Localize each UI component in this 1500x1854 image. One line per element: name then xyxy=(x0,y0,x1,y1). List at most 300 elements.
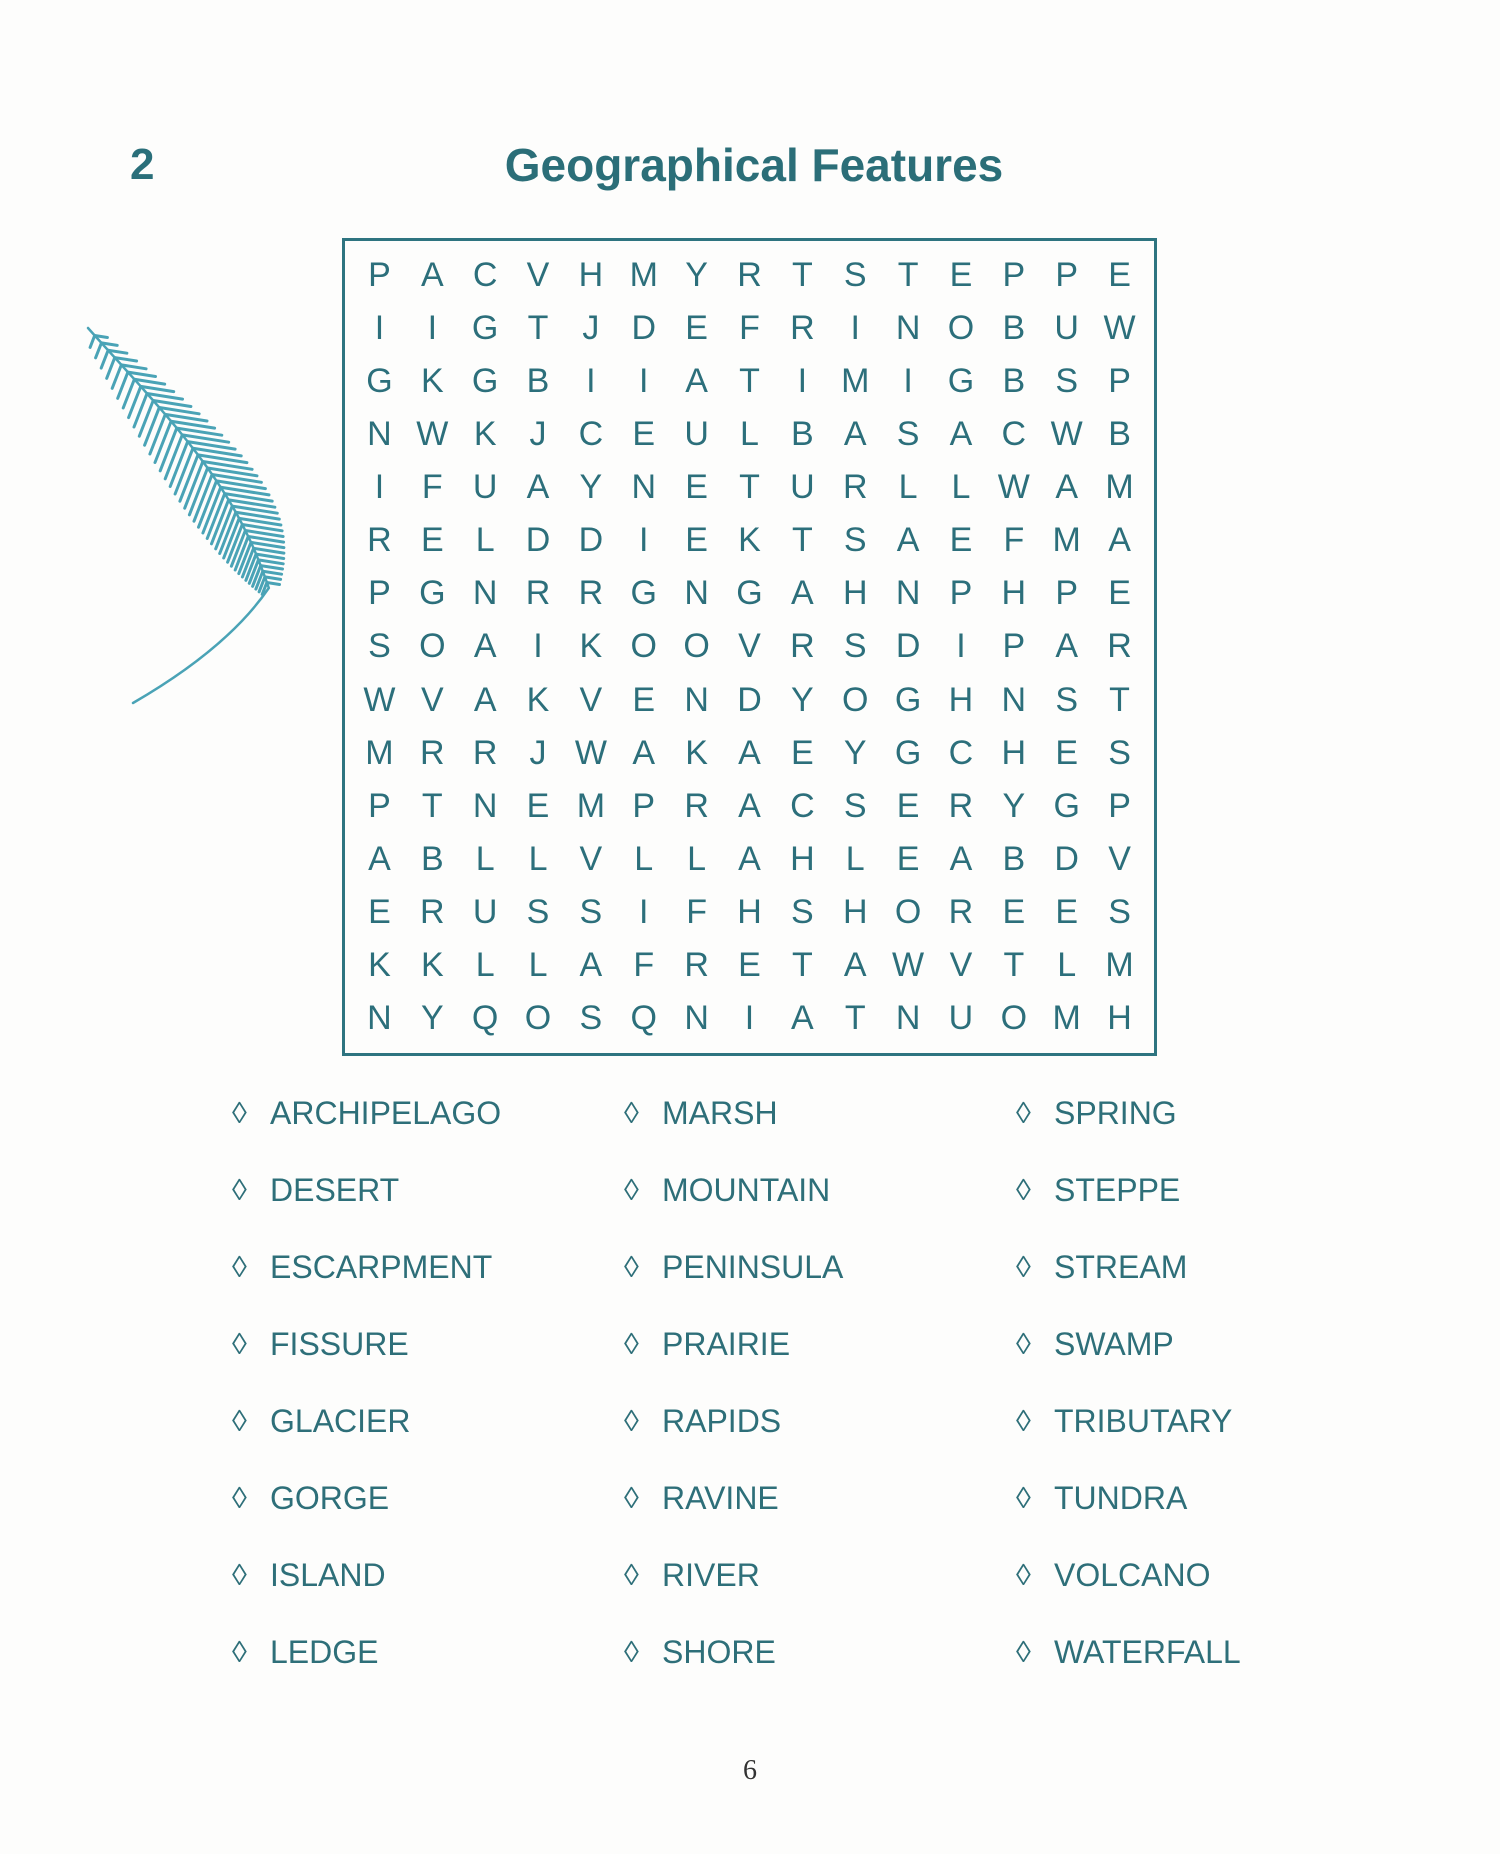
grid-cell: A xyxy=(579,945,603,984)
word-list xyxy=(232,1075,1332,1695)
grid-cell: W xyxy=(363,680,396,719)
grid-cell: C xyxy=(790,786,815,825)
grid-cell: C xyxy=(948,733,974,772)
grid-cell: S xyxy=(368,627,391,666)
grid-cell: L xyxy=(634,839,654,878)
grid-cell: L xyxy=(845,839,865,878)
grid-cell: M xyxy=(576,786,606,825)
word-label: VOLCANO xyxy=(1054,1557,1211,1593)
diamond-bullet-icon: ◊ xyxy=(232,1558,247,1592)
grid-cell: R xyxy=(684,786,709,825)
grid-cell: N xyxy=(684,998,709,1037)
grid-cell: R xyxy=(525,574,551,613)
grid-cell: Y xyxy=(843,733,867,772)
grid-cell: V xyxy=(579,839,603,878)
word-label: TUNDRA xyxy=(1054,1480,1188,1516)
word-label: SPRING xyxy=(1054,1095,1177,1131)
grid-cell: G xyxy=(366,362,393,401)
grid-cell: A xyxy=(685,362,708,401)
grid-cell: K xyxy=(579,627,603,666)
grid-cell: R xyxy=(578,574,604,613)
grid-cell: C xyxy=(578,415,604,454)
fern-leaf-icon xyxy=(78,318,298,718)
word-label: SHORE xyxy=(662,1634,776,1670)
grid-cell: I xyxy=(374,309,385,348)
grid-cell: A xyxy=(1108,521,1131,560)
grid-cell: S xyxy=(843,256,867,295)
grid-cell: E xyxy=(896,839,920,878)
grid-cell: M xyxy=(629,256,658,295)
grid-cell: L xyxy=(528,945,548,984)
grid-cell: V xyxy=(949,945,973,984)
grid-cell: S xyxy=(1055,362,1079,401)
grid-cell: P xyxy=(1108,786,1131,825)
grid-cell: R xyxy=(790,627,815,666)
grid-cell: A xyxy=(1055,627,1079,666)
grid-cell: A xyxy=(791,574,814,613)
grid-cell: E xyxy=(632,415,656,454)
word-list-item xyxy=(624,1306,1016,1383)
grid-cell: G xyxy=(736,574,763,613)
diamond-bullet-icon: ◊ xyxy=(624,1635,639,1669)
grid-cell: T xyxy=(1109,680,1130,719)
grid-cell: W xyxy=(1050,415,1083,454)
word-list-item xyxy=(624,1383,1016,1460)
grid-cell: W xyxy=(997,468,1030,507)
grid-cell: F xyxy=(739,309,760,348)
word-list-item xyxy=(624,1614,1016,1691)
grid-cell: L xyxy=(475,521,495,560)
grid-cell: R xyxy=(420,733,445,772)
grid-cell: L xyxy=(687,839,707,878)
grid-cell: E xyxy=(1055,733,1079,772)
word-list-item xyxy=(232,1229,624,1306)
diamond-bullet-icon: ◊ xyxy=(1016,1558,1031,1592)
grid-cell: P xyxy=(1002,256,1026,295)
grid-cell: H xyxy=(578,256,604,295)
grid-cell: R xyxy=(948,786,974,825)
grid-cell: S xyxy=(843,786,867,825)
grid-cell: O xyxy=(894,892,922,931)
word-list-item xyxy=(232,1075,624,1152)
puzzle-number: 2 xyxy=(130,140,155,189)
grid-cell: K xyxy=(526,680,550,719)
grid-cell: M xyxy=(365,733,394,772)
grid-cell: N xyxy=(1001,680,1027,719)
grid-cell: N xyxy=(472,574,498,613)
word-label: ESCARPMENT xyxy=(270,1249,493,1285)
word-label: RIVER xyxy=(662,1557,760,1593)
word-list-item xyxy=(232,1152,624,1229)
word-label: FISSURE xyxy=(270,1326,409,1362)
grid-cell: G xyxy=(894,680,922,719)
grid-cell: T xyxy=(844,998,866,1037)
grid-cell: V xyxy=(738,627,761,666)
grid-cell: H xyxy=(842,892,868,931)
grid-cell: M xyxy=(1105,468,1134,507)
grid-cell: G xyxy=(471,362,499,401)
word-list-item xyxy=(624,1537,1016,1614)
grid-cell: P xyxy=(1055,256,1079,295)
grid-cell: L xyxy=(475,945,495,984)
grid-cell: Q xyxy=(471,998,499,1037)
grid-cell: K xyxy=(420,945,444,984)
grid-cell: E xyxy=(368,892,391,931)
grid-cell: A xyxy=(843,415,867,454)
grid-cell: S xyxy=(526,892,550,931)
grid-cell: B xyxy=(1002,839,1026,878)
grid-cell: S xyxy=(579,892,603,931)
grid-cell: E xyxy=(738,945,761,984)
grid-cell: N xyxy=(472,786,498,825)
grid-cell: T xyxy=(1003,945,1025,984)
grid-cell: Q xyxy=(630,998,657,1037)
grid-cell: S xyxy=(1108,733,1131,772)
grid-cell: F xyxy=(633,945,655,984)
word-label: GLACIER xyxy=(270,1403,411,1439)
word-list-item xyxy=(624,1460,1016,1537)
grid-cell: B xyxy=(1002,309,1026,348)
word-label: RAPIDS xyxy=(662,1403,782,1439)
grid-cell: H xyxy=(948,680,974,719)
page-number: 6 xyxy=(743,1755,757,1786)
word-list-item xyxy=(1016,1460,1332,1537)
grid-cell: E xyxy=(1108,574,1131,613)
diamond-bullet-icon: ◊ xyxy=(624,1327,639,1361)
grid-cell: I xyxy=(744,998,755,1037)
grid-cell: K xyxy=(368,945,391,984)
grid-cell: L xyxy=(951,468,971,507)
grid-cell: K xyxy=(738,521,761,560)
diamond-bullet-icon: ◊ xyxy=(1016,1404,1031,1438)
grid-cell: H xyxy=(1107,998,1132,1037)
grid-cell: N xyxy=(367,415,392,454)
word-label: GORGE xyxy=(270,1480,390,1516)
diamond-bullet-icon: ◊ xyxy=(232,1404,247,1438)
grid-cell: P xyxy=(1055,574,1079,613)
grid-cell: M xyxy=(1052,998,1081,1037)
diamond-bullet-icon: ◊ xyxy=(1016,1327,1031,1361)
grid-cell: G xyxy=(947,362,975,401)
grid-cell: E xyxy=(685,521,708,560)
diamond-bullet-icon: ◊ xyxy=(1016,1250,1031,1284)
word-list-item xyxy=(624,1152,1016,1229)
grid-cell: A xyxy=(368,839,391,878)
grid-cell: P xyxy=(1108,362,1131,401)
grid-cell: A xyxy=(632,733,656,772)
grid-cell: S xyxy=(896,415,920,454)
word-list-item xyxy=(1016,1537,1332,1614)
grid-cell: I xyxy=(956,627,966,666)
word-label: MOUNTAIN xyxy=(662,1172,831,1208)
grid-cell: E xyxy=(1002,892,1026,931)
grid-cell: V xyxy=(420,680,444,719)
diamond-bullet-icon: ◊ xyxy=(624,1404,639,1438)
grid-cell: R xyxy=(948,892,974,931)
grid-cell: V xyxy=(526,256,550,295)
grid-cell: T xyxy=(897,256,919,295)
grid-cell: V xyxy=(1108,839,1131,878)
grid-cell: I xyxy=(639,892,649,931)
grid-cell: G xyxy=(630,574,657,613)
grid-cell: Y xyxy=(791,680,814,719)
grid-cell: W xyxy=(416,415,449,454)
grid-cell: S xyxy=(791,892,814,931)
grid-cell: F xyxy=(686,892,708,931)
word-list-item xyxy=(1016,1229,1332,1306)
grid-cell: S xyxy=(579,998,603,1037)
word-search-grid xyxy=(342,238,1157,1056)
grid-cell: N xyxy=(895,309,921,348)
grid-cell: R xyxy=(684,945,709,984)
word-label: STEPPE xyxy=(1054,1172,1181,1208)
grid-cell: K xyxy=(685,733,708,772)
grid-cell: H xyxy=(1001,574,1027,613)
grid-cell: L xyxy=(475,839,495,878)
grid-cell: U xyxy=(472,468,498,507)
grid-cell: O xyxy=(683,627,710,666)
grid-cell: F xyxy=(421,468,443,507)
grid-cell: I xyxy=(850,309,860,348)
word-list-item xyxy=(624,1229,1016,1306)
diamond-bullet-icon: ◊ xyxy=(232,1327,247,1361)
diamond-bullet-icon: ◊ xyxy=(1016,1173,1031,1207)
grid-cell: K xyxy=(420,362,444,401)
grid-cell: C xyxy=(472,256,498,295)
diamond-bullet-icon: ◊ xyxy=(1016,1096,1031,1130)
grid-cell: E xyxy=(791,733,814,772)
grid-cell: Y xyxy=(420,998,444,1037)
grid-cell: V xyxy=(579,680,603,719)
grid-cell: I xyxy=(797,362,808,401)
diamond-bullet-icon: ◊ xyxy=(1016,1635,1031,1669)
grid-cell: J xyxy=(529,415,547,454)
grid-cell: T xyxy=(791,256,813,295)
grid-cell: N xyxy=(684,574,709,613)
word-label: LEDGE xyxy=(270,1634,379,1670)
grid-cell: A xyxy=(949,415,973,454)
word-list-item xyxy=(232,1460,624,1537)
grid-cell: A xyxy=(896,521,920,560)
word-label: PENINSULA xyxy=(662,1249,844,1285)
grid-cell: L xyxy=(1057,945,1077,984)
grid-cell: G xyxy=(1053,786,1080,825)
grid-cell: E xyxy=(685,309,708,348)
diamond-bullet-icon: ◊ xyxy=(232,1635,247,1669)
grid-cell: A xyxy=(738,733,761,772)
grid-cell: I xyxy=(533,627,543,666)
grid-cell: A xyxy=(738,839,761,878)
grid-cell: S xyxy=(843,521,867,560)
grid-cell: A xyxy=(473,627,497,666)
grid-cell: B xyxy=(791,415,814,454)
grid-cell: N xyxy=(631,468,657,507)
grid-cell: P xyxy=(368,256,391,295)
grid-cell: N xyxy=(895,574,921,613)
grid-cell: L xyxy=(528,839,548,878)
grid-cell: B xyxy=(1002,362,1026,401)
grid-cell: E xyxy=(949,521,973,560)
grid-cell: T xyxy=(791,521,813,560)
word-label: STREAM xyxy=(1054,1249,1188,1285)
grid-cell: E xyxy=(1108,256,1131,295)
grid-cell: A xyxy=(949,839,973,878)
page-title: Geographical Features xyxy=(504,139,1004,191)
grid-cell: U xyxy=(684,415,709,454)
grid-cell: D xyxy=(631,309,657,348)
grid-cell: A xyxy=(843,945,867,984)
grid-cell: N xyxy=(367,998,392,1037)
diamond-bullet-icon: ◊ xyxy=(232,1173,247,1207)
grid-cell: P xyxy=(949,574,973,613)
grid-cell: H xyxy=(790,839,815,878)
word-list-item xyxy=(232,1614,624,1691)
grid-cell: I xyxy=(586,362,596,401)
grid-cell: T xyxy=(527,309,549,348)
word-list-item xyxy=(232,1537,624,1614)
grid-cell: A xyxy=(526,468,550,507)
grid-cell: A xyxy=(420,256,444,295)
word-list-item xyxy=(232,1306,624,1383)
diamond-bullet-icon: ◊ xyxy=(624,1558,639,1592)
grid-cell: O xyxy=(947,309,975,348)
word-list-item xyxy=(1016,1614,1332,1691)
grid-cell: Y xyxy=(1002,786,1026,825)
word-list-item xyxy=(1016,1152,1332,1229)
grid-cell: I xyxy=(639,362,649,401)
grid-cell: I xyxy=(427,309,438,348)
grid-cell: E xyxy=(420,521,444,560)
diamond-bullet-icon: ◊ xyxy=(232,1250,247,1284)
grid-cell: O xyxy=(524,998,552,1037)
grid-cell: A xyxy=(738,786,761,825)
grid-cell: R xyxy=(1107,627,1132,666)
grid-cell: U xyxy=(472,892,498,931)
grid-cell: R xyxy=(790,309,815,348)
grid-cell: K xyxy=(473,415,497,454)
diamond-bullet-icon: ◊ xyxy=(1016,1481,1031,1515)
grid-cell: T xyxy=(421,786,443,825)
grid-cell: O xyxy=(1000,998,1028,1037)
grid-cell: I xyxy=(639,521,649,560)
grid-cell: E xyxy=(632,680,656,719)
grid-cell: A xyxy=(791,998,814,1037)
grid-cell: Y xyxy=(685,256,708,295)
grid-cell: T xyxy=(739,362,760,401)
grid-cell: M xyxy=(1105,945,1134,984)
grid-cell: H xyxy=(842,574,868,613)
grid-cell: L xyxy=(898,468,918,507)
grid-cell: L xyxy=(740,415,759,454)
grid-cell: U xyxy=(790,468,815,507)
grid-cell: P xyxy=(632,786,656,825)
grid-cell: U xyxy=(948,998,974,1037)
grid-cell: C xyxy=(1001,415,1027,454)
grid-cell: D xyxy=(525,521,551,560)
grid-cell: P xyxy=(1002,627,1026,666)
grid-cell: D xyxy=(578,521,604,560)
diamond-bullet-icon: ◊ xyxy=(624,1173,639,1207)
grid-cell: O xyxy=(842,680,869,719)
grid-cell: R xyxy=(842,468,868,507)
grid-cell: D xyxy=(737,680,762,719)
diamond-bullet-icon: ◊ xyxy=(232,1481,247,1515)
grid-cell: B xyxy=(420,839,444,878)
grid-cell: E xyxy=(949,256,973,295)
grid-cell: J xyxy=(529,733,547,772)
grid-cell: R xyxy=(420,892,445,931)
grid-cell: S xyxy=(1055,680,1079,719)
word-list-item xyxy=(1016,1306,1332,1383)
grid-cell: E xyxy=(896,786,920,825)
grid-cell: T xyxy=(739,468,760,507)
word-label: DESERT xyxy=(270,1172,400,1208)
diamond-bullet-icon: ◊ xyxy=(624,1481,639,1515)
grid-cell: J xyxy=(582,309,600,348)
word-label: RAVINE xyxy=(662,1480,779,1516)
grid-cell: E xyxy=(526,786,550,825)
word-label: WATERFALL xyxy=(1054,1634,1241,1670)
grid-cell: R xyxy=(367,521,392,560)
grid-cell: G xyxy=(471,309,499,348)
grid-cell: B xyxy=(1108,415,1131,454)
word-list-item xyxy=(232,1383,624,1460)
grid-cell: W xyxy=(892,945,925,984)
word-list-item xyxy=(1016,1075,1332,1152)
word-list-item xyxy=(1016,1383,1332,1460)
grid-cell: O xyxy=(419,627,446,666)
grid-cell: N xyxy=(895,998,921,1037)
grid-cell: I xyxy=(374,468,385,507)
grid-cell: H xyxy=(737,892,762,931)
grid-cell: W xyxy=(1103,309,1136,348)
grid-cell: A xyxy=(473,680,497,719)
diamond-bullet-icon: ◊ xyxy=(624,1250,639,1284)
grid-cell: W xyxy=(574,733,607,772)
grid-cell: G xyxy=(419,574,446,613)
grid-cell: R xyxy=(737,256,762,295)
grid-cell: I xyxy=(903,362,913,401)
grid-cell: P xyxy=(368,786,391,825)
word-label: ISLAND xyxy=(270,1557,386,1593)
grid-cell: U xyxy=(1054,309,1079,348)
grid-cell: H xyxy=(1001,733,1027,772)
grid-cell: S xyxy=(843,627,867,666)
grid-cell: B xyxy=(526,362,550,401)
grid-cell: E xyxy=(1055,892,1079,931)
word-label: MARSH xyxy=(662,1095,778,1131)
grid-cell: M xyxy=(1052,521,1081,560)
grid-cell: E xyxy=(685,468,708,507)
diamond-bullet-icon: ◊ xyxy=(232,1096,247,1130)
grid-cell: F xyxy=(1003,521,1025,560)
diamond-bullet-icon: ◊ xyxy=(624,1096,639,1130)
word-label: TRIBUTARY xyxy=(1054,1403,1233,1439)
grid-cell: M xyxy=(841,362,870,401)
grid-cell: D xyxy=(1054,839,1079,878)
grid-cell: T xyxy=(791,945,813,984)
grid-cell: S xyxy=(1108,892,1131,931)
word-list-item xyxy=(624,1075,1016,1152)
grid-cell: P xyxy=(368,574,391,613)
grid-cell: N xyxy=(684,680,709,719)
grid-cell: O xyxy=(630,627,657,666)
grid-cell: Y xyxy=(579,468,603,507)
grid-cell: A xyxy=(1055,468,1079,507)
grid-cell: G xyxy=(894,733,922,772)
word-label: PRAIRIE xyxy=(662,1326,791,1362)
grid-cell: D xyxy=(895,627,921,666)
